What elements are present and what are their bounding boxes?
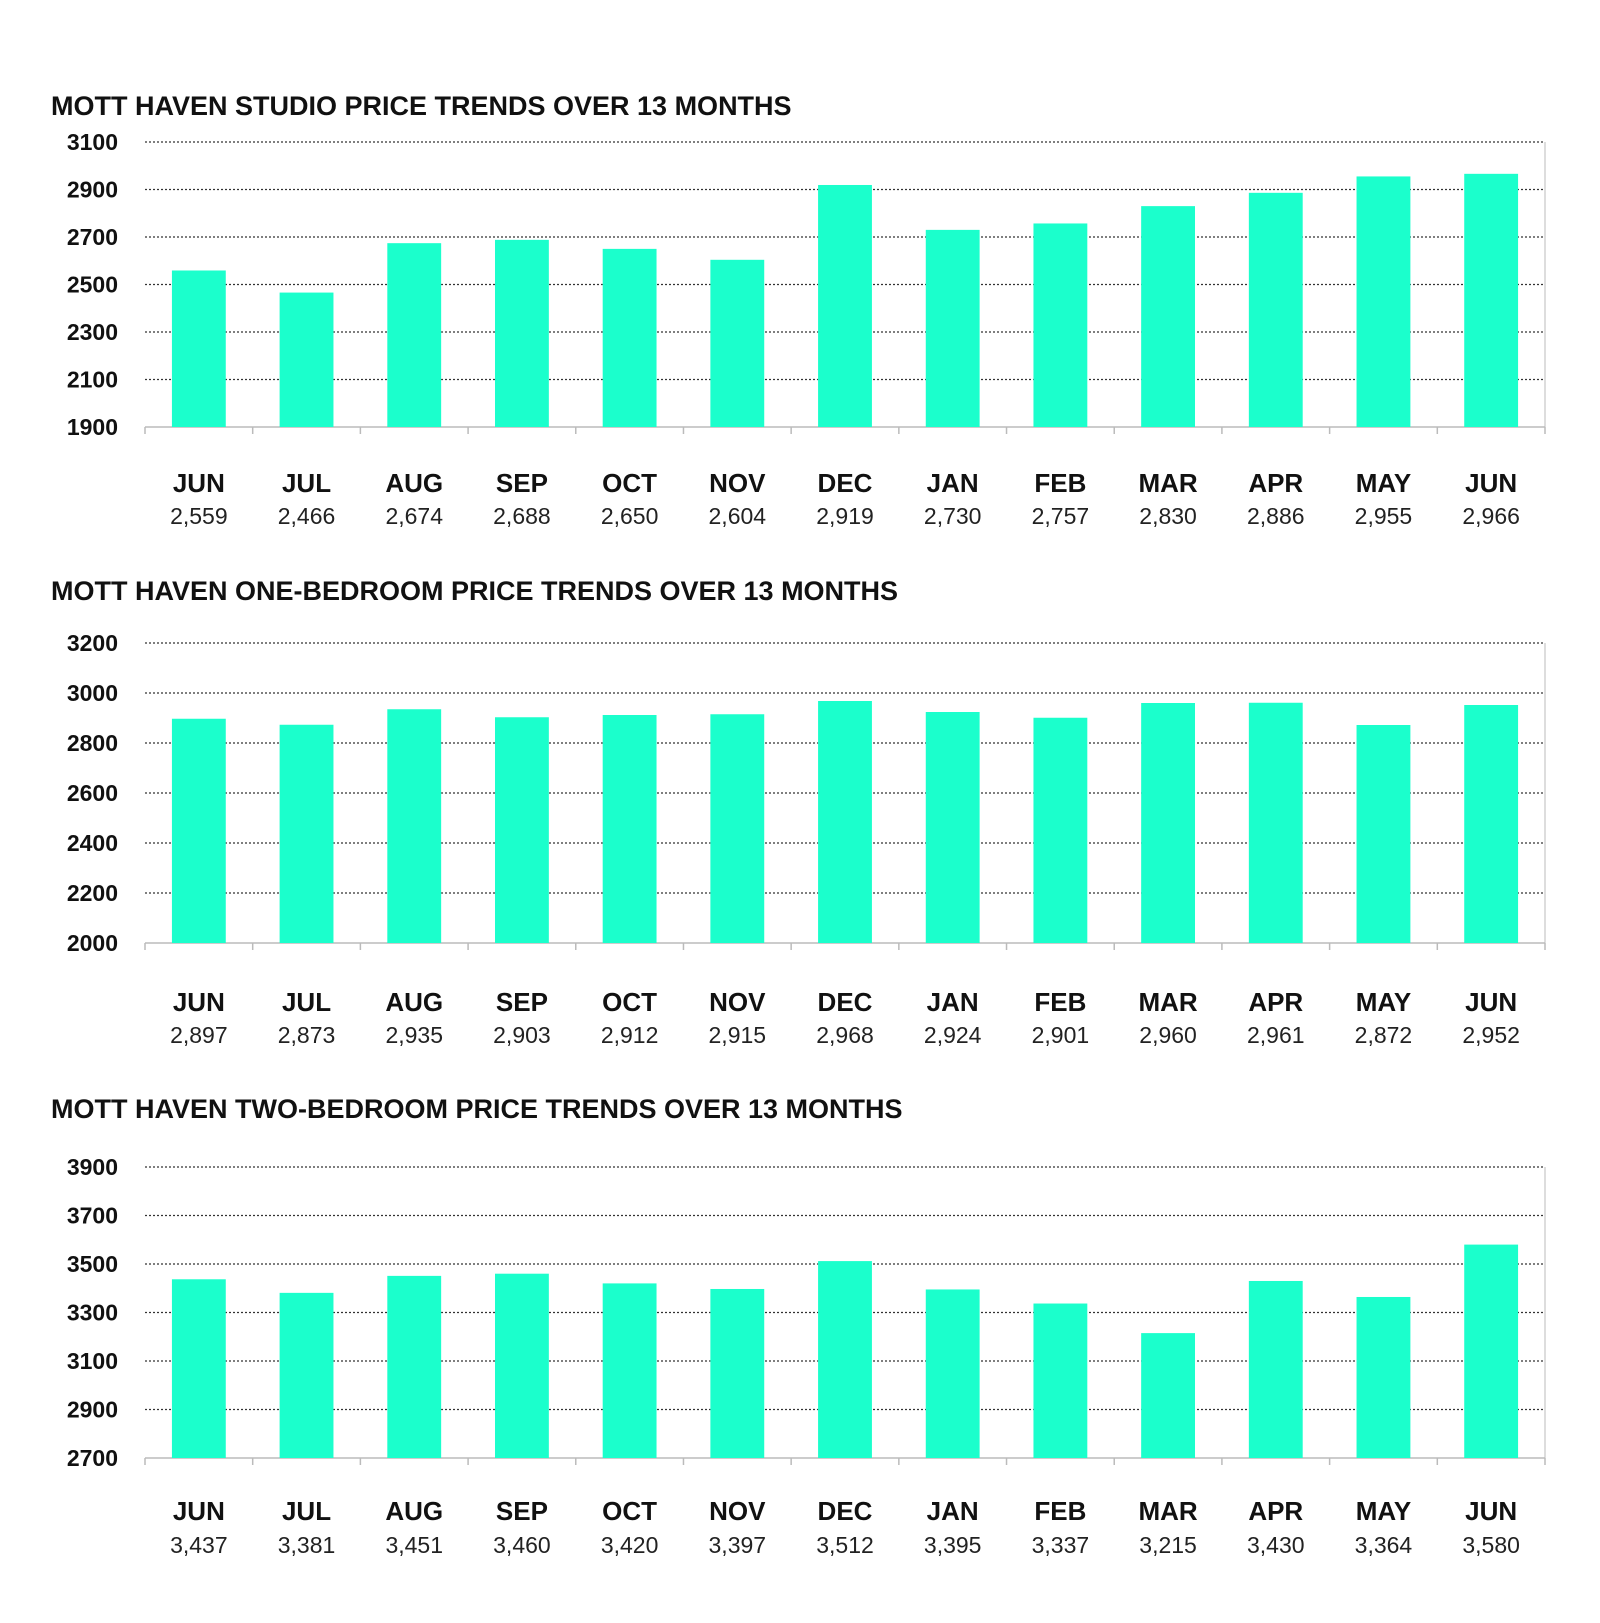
month-label: OCT: [602, 468, 658, 498]
bar-aug: [387, 243, 441, 427]
value-label: 3,337: [1031, 1532, 1090, 1558]
month-label: OCT: [602, 1496, 658, 1526]
value-label: 2,830: [1139, 503, 1197, 529]
value-label: 2,897: [170, 1022, 228, 1048]
bar-apr: [1249, 703, 1303, 943]
month-label: JUL: [281, 987, 332, 1017]
bar-jan: [926, 230, 980, 427]
value-label: 2,674: [385, 503, 444, 529]
month-label: JUL: [281, 1496, 332, 1526]
value-label: 3,451: [385, 1532, 444, 1558]
value-label: 2,559: [170, 503, 228, 529]
bar-jul: [280, 725, 334, 943]
y-tick-label: 3000: [66, 680, 118, 706]
month-label: FEB: [1034, 468, 1087, 498]
value-label: 3,430: [1246, 1532, 1305, 1558]
bar-may: [1357, 176, 1411, 427]
value-label: 2,466: [277, 503, 336, 529]
month-label: MAY: [1355, 1496, 1412, 1526]
chart-3: [51, 1094, 1545, 1558]
month-label: AUG: [385, 468, 444, 498]
value-label: 3,381: [277, 1532, 336, 1558]
y-tick-label: 3100: [66, 1348, 118, 1374]
bar-may: [1357, 725, 1411, 943]
month-label: APR: [1248, 987, 1304, 1017]
chart-title: MOTT HAVEN ONE-BEDROOM PRICE TRENDS OVER 13 MONTHS: [51, 576, 899, 606]
value-label: 2,650: [600, 503, 659, 529]
chart-1: [51, 91, 1545, 529]
value-label: 3,364: [1354, 1532, 1413, 1558]
y-tick-label: 3900: [66, 1154, 118, 1180]
y-tick-label: 2600: [66, 780, 118, 806]
y-tick-label: 2400: [66, 830, 118, 856]
bar-sep: [495, 717, 549, 943]
y-tick-label: 2100: [66, 366, 118, 393]
y-tick-label: 2200: [66, 880, 118, 906]
y-tick-label: 2300: [66, 319, 118, 345]
value-label: 3,512: [816, 1532, 874, 1558]
bar-aug: [387, 1276, 441, 1458]
value-label: 2,912: [600, 1022, 659, 1048]
value-label: 2,960: [1139, 1022, 1197, 1048]
y-tick-label: 2900: [66, 176, 118, 203]
month-label: APR: [1248, 1496, 1304, 1526]
value-label: 2,966: [1462, 503, 1520, 529]
value-label: 2,901: [1031, 1022, 1090, 1048]
month-label: FEB: [1034, 1496, 1087, 1526]
month-label: JUN: [1465, 468, 1518, 498]
value-label: 2,873: [277, 1022, 336, 1048]
value-label: 2,924: [923, 1022, 982, 1048]
month-label: OCT: [602, 987, 658, 1017]
bar-jun: [1464, 174, 1518, 427]
month-label: SEP: [495, 1496, 548, 1526]
month-label: JAN: [926, 468, 979, 498]
month-label: MAR: [1138, 468, 1198, 498]
month-label: JUN: [1465, 1496, 1518, 1526]
bar-jun: [172, 270, 226, 427]
month-label: NOV: [709, 468, 766, 498]
value-label: 2,961: [1246, 1022, 1305, 1048]
value-label: 2,730: [923, 503, 982, 529]
month-label: JUN: [172, 468, 225, 498]
bar-oct: [603, 249, 657, 427]
bar-aug: [387, 709, 441, 943]
bar-may: [1357, 1297, 1411, 1458]
value-label: 3,580: [1462, 1532, 1520, 1558]
month-label: APR: [1248, 468, 1304, 498]
value-label: 3,397: [708, 1532, 767, 1558]
bar-sep: [495, 240, 549, 427]
bar-dec: [818, 185, 872, 427]
chart-title: MOTT HAVEN TWO-BEDROOM PRICE TRENDS OVER 13 MONTHS: [51, 1094, 903, 1124]
bar-oct: [603, 1283, 657, 1458]
month-label: MAY: [1355, 468, 1412, 498]
bar-dec: [818, 701, 872, 943]
month-label: JAN: [926, 987, 979, 1017]
value-label: 2,915: [708, 1022, 767, 1048]
month-label: JUN: [172, 1496, 225, 1526]
bar-jun: [172, 1279, 226, 1458]
value-label: 2,872: [1354, 1022, 1413, 1048]
y-tick-label: 2800: [66, 730, 118, 756]
bar-jun: [172, 719, 226, 943]
chart-title: MOTT HAVEN STUDIO PRICE TRENDS OVER 13 MONTHS: [51, 91, 792, 121]
bar-jan: [926, 1289, 980, 1458]
month-label: SEP: [495, 987, 548, 1017]
month-label: AUG: [385, 1496, 444, 1526]
value-label: 2,935: [385, 1022, 444, 1048]
bar-apr: [1249, 1281, 1303, 1458]
bar-nov: [710, 260, 764, 427]
month-label: NOV: [709, 987, 766, 1017]
value-label: 3,215: [1139, 1532, 1197, 1558]
bar-feb: [1033, 1304, 1087, 1458]
value-label: 2,886: [1246, 503, 1305, 529]
bar-jun: [1464, 1245, 1518, 1458]
value-label: 3,460: [493, 1532, 551, 1558]
bar-mar: [1141, 1333, 1195, 1458]
value-label: 2,757: [1031, 503, 1090, 529]
bar-feb: [1033, 718, 1087, 943]
month-label: JUN: [172, 987, 225, 1017]
value-label: 2,903: [493, 1022, 551, 1048]
bar-jun: [1464, 705, 1518, 943]
month-label: SEP: [495, 468, 548, 498]
bar-feb: [1033, 223, 1087, 427]
y-tick-label: 3200: [66, 630, 118, 656]
bar-nov: [710, 1289, 764, 1458]
month-label: MAR: [1138, 987, 1198, 1017]
y-tick-label: 1900: [66, 414, 118, 440]
bar-mar: [1141, 206, 1195, 427]
month-label: JUN: [1465, 987, 1518, 1017]
month-label: DEC: [817, 468, 873, 498]
value-label: 2,968: [816, 1022, 874, 1048]
y-tick-label: 3700: [66, 1202, 118, 1229]
bar-apr: [1249, 193, 1303, 427]
y-tick-label: 3100: [66, 129, 118, 155]
month-label: DEC: [817, 987, 873, 1017]
bar-mar: [1141, 703, 1195, 943]
chart-2: [51, 576, 1545, 1048]
value-label: 2,955: [1354, 503, 1413, 529]
month-label: JUL: [281, 468, 332, 498]
value-label: 3,395: [923, 1532, 982, 1558]
y-tick-label: 2700: [66, 224, 118, 250]
month-label: MAY: [1355, 987, 1412, 1017]
bar-jul: [280, 1293, 334, 1458]
month-label: MAR: [1138, 1496, 1198, 1526]
bar-dec: [818, 1261, 872, 1458]
y-tick-label: 3300: [66, 1299, 118, 1326]
month-label: AUG: [385, 987, 444, 1017]
bar-oct: [603, 715, 657, 943]
month-label: NOV: [709, 1496, 766, 1526]
y-tick-label: 2500: [66, 271, 118, 298]
y-tick-label: 3500: [66, 1251, 118, 1277]
month-label: DEC: [817, 1496, 873, 1526]
value-label: 2,952: [1462, 1022, 1520, 1048]
value-label: 3,437: [170, 1532, 228, 1558]
bar-jan: [926, 712, 980, 943]
value-label: 2,919: [816, 503, 874, 529]
y-tick-label: 2900: [66, 1396, 118, 1423]
value-label: 2,688: [493, 503, 551, 529]
y-tick-label: 2700: [66, 1445, 118, 1471]
value-label: 3,420: [600, 1532, 659, 1558]
month-label: FEB: [1034, 987, 1087, 1017]
y-tick-label: 2000: [66, 930, 118, 956]
value-label: 2,604: [708, 503, 767, 529]
bar-sep: [495, 1274, 549, 1458]
bar-nov: [710, 714, 764, 943]
month-label: JAN: [926, 1496, 979, 1526]
bar-jul: [280, 293, 334, 427]
